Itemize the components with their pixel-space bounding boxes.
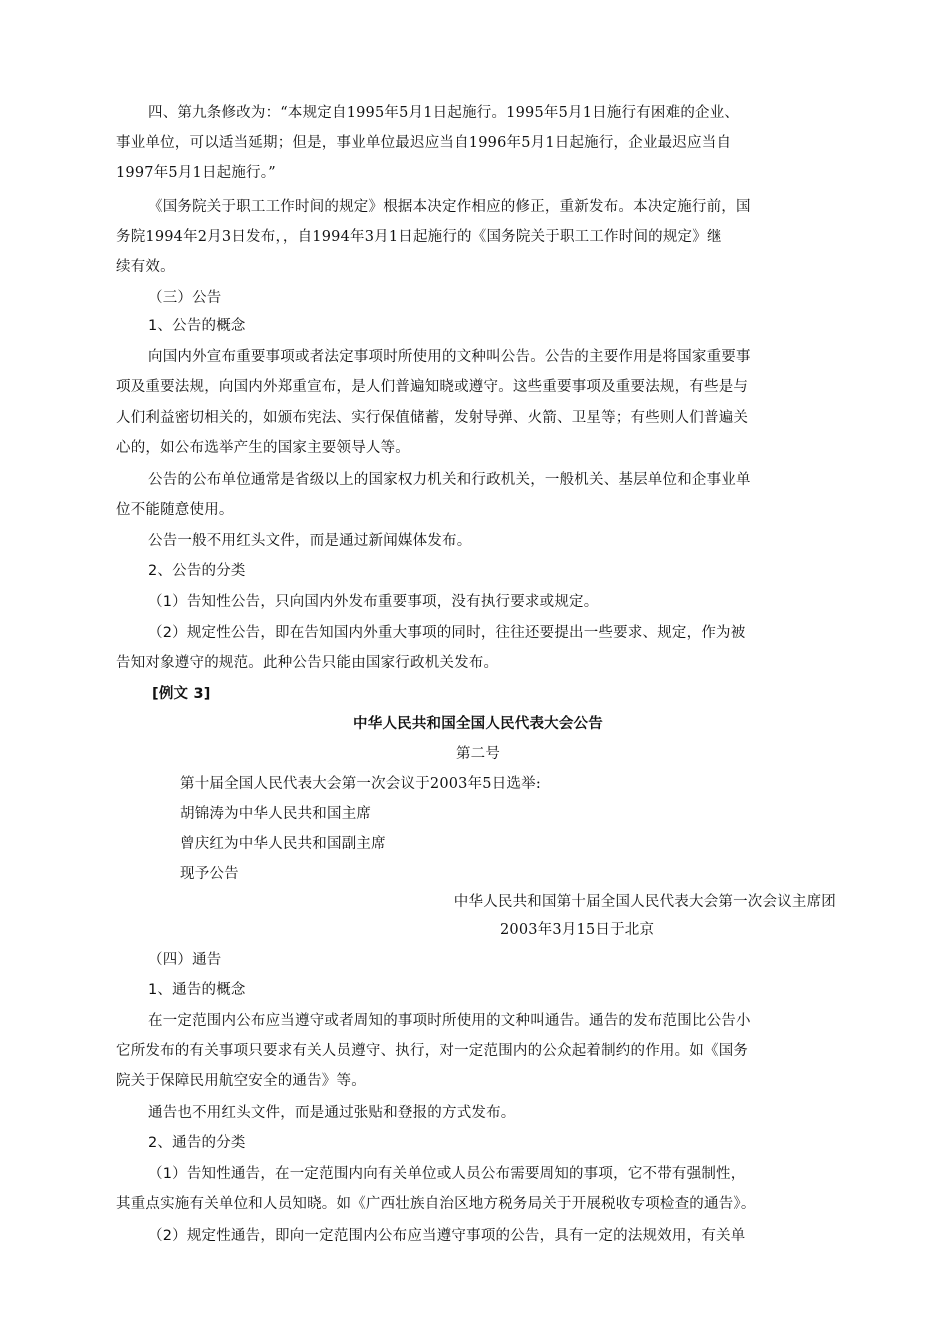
subsection-heading: 2、通告的分类 xyxy=(148,1135,246,1151)
subsection-heading: 1、通告的概念 xyxy=(148,982,246,998)
paragraph-line: （2）规定性通告，即向一定范围内公布应当遵守事项的公告，具有一定的法规效用，有关单 xyxy=(148,1228,746,1244)
paragraph-line: 1997年5月1日起施行。” xyxy=(116,165,276,181)
announcement-title: 中华人民共和国全国人民代表大会公告 xyxy=(353,716,603,732)
paragraph-line: 项及重要法规，向国内外郑重宣布，是人们普遍知晓或遵守。这些重要事项及重要法规，有些是与 xyxy=(116,379,749,395)
subsection-heading: 1、公告的概念 xyxy=(148,318,246,334)
paragraph-line: 事业单位，可以适当延期；但是，事业单位最迟应当自1996年5月1日起施行，企业最迟应当自 xyxy=(116,135,732,151)
paragraph-line: （1）告知性公告，只向国内外发布重要事项，没有执行要求或规定。 xyxy=(148,594,599,610)
paragraph-line: 公告的公布单位通常是省级以上的国家权力机关和行政机关，一般机关、基层单位和企事业单 xyxy=(148,472,751,488)
section-heading: （四）通告 xyxy=(148,952,222,968)
paragraph-line: 向国内外宣布重要事项或者法定事项时所使用的文种叫公告。公告的主要作用是将国家重要事 xyxy=(148,349,751,365)
paragraph-line: 续有效。 xyxy=(116,259,175,275)
paragraph-line: 《国务院关于职工工作时间的规定》根据本决定作相应的修正，重新发布。本决定施行前，国 xyxy=(148,199,751,215)
paragraph-line: 告知对象遵守的规范。此种公告只能由国家行政机关发布。 xyxy=(116,655,499,671)
paragraph-line: 通告也不用红头文件，而是通过张贴和登报的方式发布。 xyxy=(148,1105,516,1121)
announcement-line: 胡锦涛为中华人民共和国主席 xyxy=(180,806,372,822)
paragraph-line: 位不能随意使用。 xyxy=(116,502,234,518)
section-heading: （三）公告 xyxy=(148,290,222,306)
announcement-line: 第十届全国人民代表大会第一次会议于2003年5日选举: xyxy=(180,776,541,792)
announcement-date: 2003年3月15日于北京 xyxy=(500,922,655,938)
paragraph-line: 在一定范围内公布应当遵守或者周知的事项时所使用的文种叫通告。通告的发布范围比公告小 xyxy=(148,1013,751,1029)
example-label: [例文 3] xyxy=(152,686,211,702)
paragraph-line: 务院1994年2月3日发布，，自1994年3月1日起施行的《国务院关于职工工作时间的规定》继 xyxy=(116,229,722,245)
announcement-number: 第二号 xyxy=(455,746,501,762)
announcement-issuer: 中华人民共和国第十届全国人民代表大会第一次会议主席团 xyxy=(453,894,836,910)
paragraph-line: 心的，如公布选举产生的国家主要领导人等。 xyxy=(116,440,410,456)
paragraph-line: 其重点实施有关单位和人员知晓。如《广西壮族自治区地方税务局关于开展税收专项检查的通告》。 xyxy=(116,1196,756,1212)
paragraph-line: 它所发布的有关事项只要求有关人员遵守、执行，对一定范围内的公众起着制约的作用。如《国务 xyxy=(116,1043,749,1059)
announcement-line: 曾庆红为中华人民共和国副主席 xyxy=(180,836,386,852)
paragraph-line: （2）规定性公告，即在告知国内外重大事项的同时，往往还要提出一些要求、规定，作为被 xyxy=(148,625,746,641)
paragraph-line: 公告一般不用红头文件，而是通过新闻媒体发布。 xyxy=(148,533,472,549)
subsection-heading: 2、公告的分类 xyxy=(148,563,246,579)
announcement-line: 现予公告 xyxy=(180,866,239,882)
paragraph-line: （1）告知性通告，在一定范围内向有关单位或人员公布需要周知的事项，它不带有强制性， xyxy=(148,1166,746,1182)
paragraph-line: 四、第九条修改为：“本规定自1995年5月1日起施行。1995年5月1日施行有困难的企业、 xyxy=(148,105,740,121)
paragraph-line: 人们利益密切相关的，如颁布宪法、实行保值储蓄，发射导弹、火箭、卫星等；有些则人们普遍关 xyxy=(116,410,749,426)
paragraph-line: 院关于保障民用航空安全的通告》等。 xyxy=(116,1073,366,1089)
